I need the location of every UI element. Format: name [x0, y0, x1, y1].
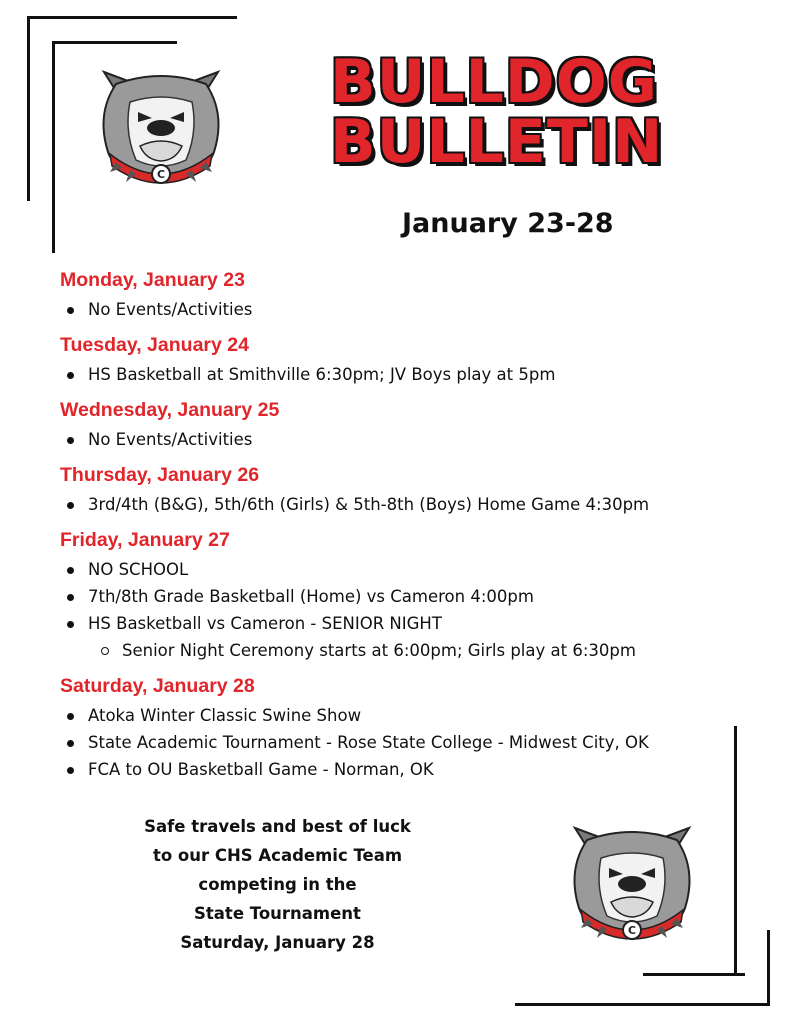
closing-line: Safe travels and best of luck	[144, 817, 411, 836]
day-heading: Tuesday, January 24	[60, 334, 249, 356]
event-item: No Events/Activities	[60, 296, 760, 323]
closing-line: competing in the	[198, 875, 357, 894]
date-range: January 23-28	[402, 208, 614, 239]
event-item: No Events/Activities	[60, 426, 760, 453]
day-wednesday	[60, 398, 760, 453]
sub-event-item: Senior Night Ceremony starts at 6:00pm; Girls play at 6:30pm	[60, 637, 760, 664]
event-item: 3rd/4th (B&G), 5th/6th (Girls) & 5th-8th (Boys) Home Game 4:30pm	[60, 491, 760, 518]
bulletin-title	[330, 47, 710, 177]
bulldog-mascot-icon	[86, 62, 236, 190]
day-heading: Wednesday, January 25	[60, 399, 280, 421]
day-saturday	[60, 674, 760, 783]
day-tuesday	[60, 333, 760, 388]
corner-frame-bottom-right-outer-v	[767, 930, 770, 1006]
event-item: State Academic Tournament - Rose State College - Midwest City, OK	[60, 729, 760, 756]
svg-text:C: C	[627, 924, 637, 937]
day-friday	[60, 528, 760, 664]
closing-line: to our CHS Academic Team	[152, 846, 403, 865]
event-item: FCA to OU Basketball Game - Norman, OK	[60, 756, 760, 783]
day-thursday	[60, 463, 760, 518]
event-item: 7th/8th Grade Basketball (Home) vs Cameron 4:00pm	[60, 583, 760, 610]
day-heading: Thursday, January 26	[60, 464, 260, 486]
day-monday	[60, 268, 760, 323]
corner-frame-bottom-right-outer-h	[515, 1003, 770, 1006]
corner-frame-top-left-outer-h	[27, 16, 237, 19]
day-heading: Monday, January 23	[60, 269, 245, 291]
bulldog-mascot-icon	[557, 818, 707, 946]
closing-line: Saturday, January 28	[180, 933, 375, 952]
event-item: HS Basketball at Smithville 6:30pm; JV Boys play at 5pm	[60, 361, 760, 388]
event-item: Atoka Winter Classic Swine Show	[60, 702, 760, 729]
corner-frame-top-left-inner-v	[52, 41, 55, 253]
title-line-2: BULLETIN	[330, 107, 664, 177]
svg-text:C: C	[156, 168, 166, 181]
day-heading: Saturday, January 28	[60, 675, 255, 697]
weekly-schedule	[60, 268, 760, 793]
title-line-1: BULLDOG	[330, 47, 658, 117]
closing-message	[120, 812, 435, 957]
closing-line: State Tournament	[194, 904, 361, 923]
day-heading: Friday, January 27	[60, 529, 230, 551]
corner-frame-top-left-outer-v	[27, 16, 30, 201]
corner-frame-bottom-right-inner-h	[643, 973, 745, 976]
event-item: HS Basketball vs Cameron - SENIOR NIGHT	[60, 610, 760, 637]
event-item: NO SCHOOL	[60, 556, 760, 583]
corner-frame-top-left-inner-h	[52, 41, 177, 44]
